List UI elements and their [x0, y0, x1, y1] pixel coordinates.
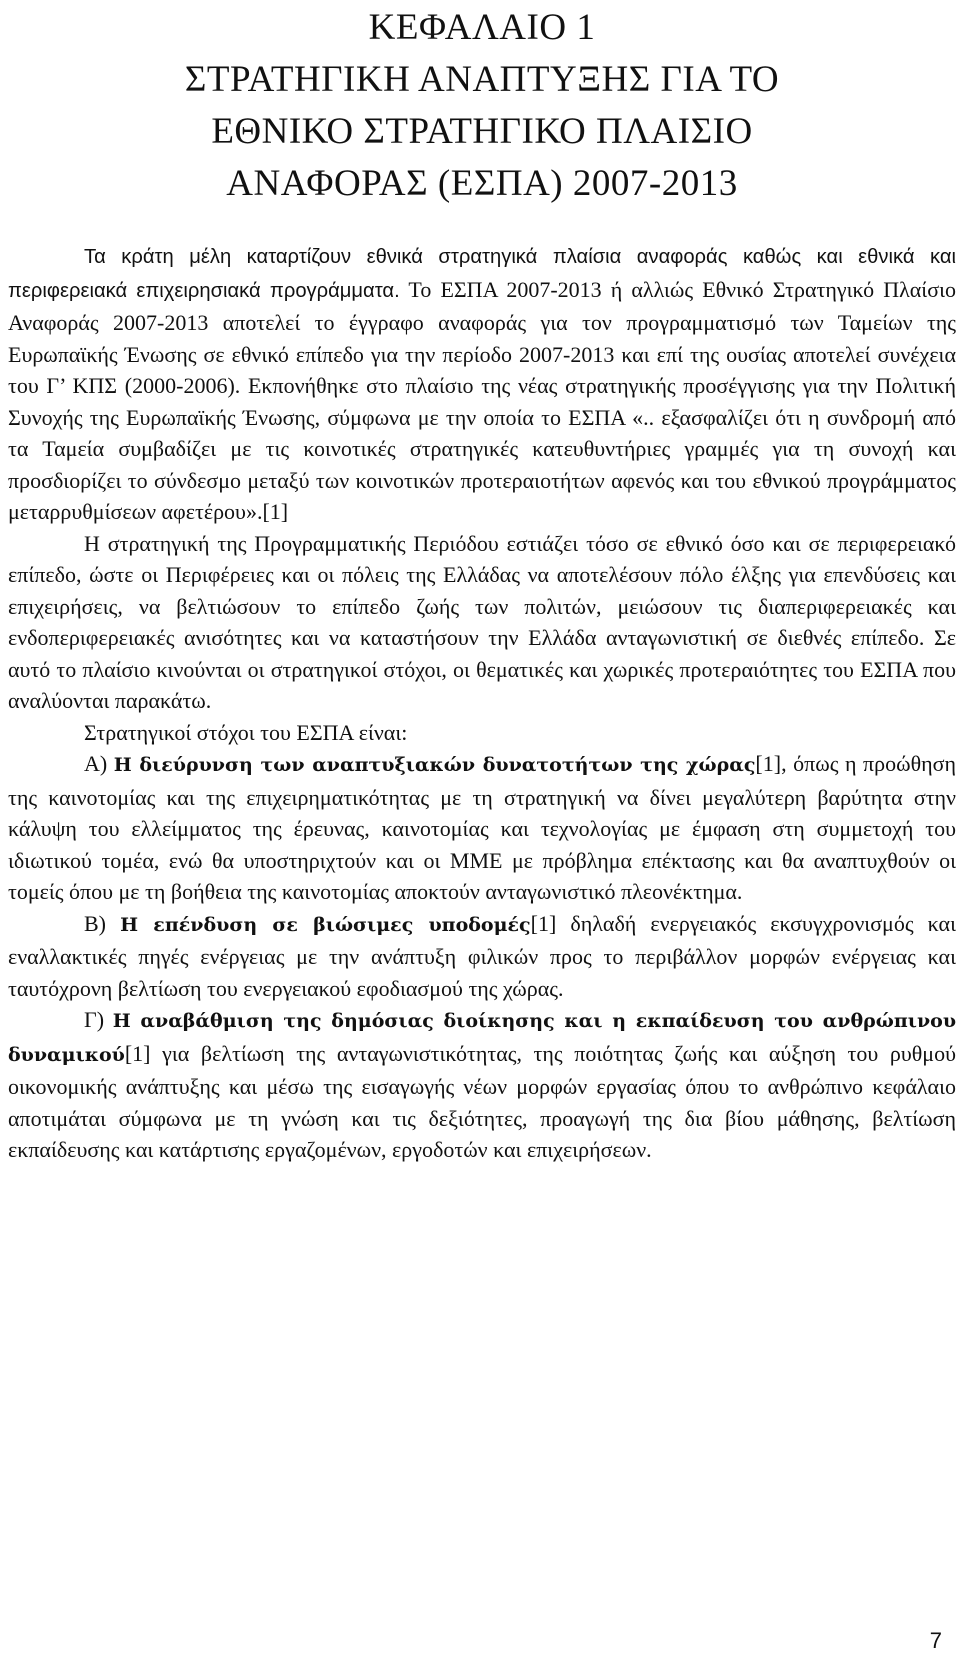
goal-label: Β): [84, 910, 121, 936]
intro-paragraph: [8, 240, 956, 528]
chapter-title-line: ΣΤΡΑΤΗΓΙΚΗ ΑΝΑΠΤΥΞΗΣ ΓΙΑ ΤΟ: [184, 59, 780, 100]
goal-text: [1], όπως η προώθηση της καινοτομίας και της επιχειρηματικότητας με τη στρατηγική να δίνει μεγαλύτερη βαρύτητα στην κάλυψη του ελλείμματος της έρευνας, καινοτομίας και τεχνολογίας με έμφαση στη συμμετοχή του ιδιωτικού τομέα, ενώ θα υποστηριχτούν και οι ΜΜΕ με πρόβλημα επέκτασης και θα αναπτυχθούν οι τομείς όπου με τη βοήθεια της καινοτομίας αποκτούν ανταγωνιστικό πλεονέκτημα.: [8, 751, 956, 904]
chapter-title-line: ΑΝΑΦΟΡΑΣ (ΕΣΠΑ) 2007-2013: [226, 163, 738, 204]
goals-intro: Στρατηγικοί στόχοι του ΕΣΠΑ είναι:: [84, 719, 408, 745]
page-number: 7: [929, 1628, 942, 1653]
goal-item-b: [8, 908, 956, 1005]
goal-title: Η διεύρυνση των αναπτυξιακών δυνατοτήτων της χώρας: [113, 754, 756, 776]
goal-title: Η επένδυση σε βιώσιμες υποδομές: [120, 913, 531, 936]
goal-text: [1] για βελτίωση της ανταγωνιστικότητας, της ποιότητας ζωής και αύξηση του ρυθμού οικονομικής ανάπτυξης και μέσω της εισαγωγής νέων μορφών εργασίας όπου το ανθρώπινο κεφάλαιο αποτιμάται σύμφωνα με τη γνώση και τις δεξιότητες, προαγωγή της δια βίου μάθησης, βελτίωση εκπαίδευσης και κατάρτισης εργαζομένων, εργοδοτών και επιχειρήσεων.: [8, 1040, 956, 1162]
intro-paragraph-sans-text: Τα κράτη μέλη καταρτίζουν εθνικά στρατηγικά πλαίσια αναφοράς καθώς και εθνικά και περιφερειακά επιχειρησιακά προγράμματα.: [8, 246, 956, 302]
chapter-title: [8, 0, 956, 210]
chapter-title-line: ΕΘΝΙΚΟ ΣΤΡΑΤΗΓΙΚΟ ΠΛΑΙΣΙΟ: [211, 111, 753, 152]
goal-item-a: [8, 748, 956, 908]
goal-text: [1] δηλαδή ενεργειακός εκσυγχρονισμός και εναλλακτικές πηγές ενέργειας με την ανάπτυξη φιλικών προς το περιβάλλον μορφών ενέργειας και ταυτόχρονη βελτίωση του ενεργειακού εφοδιασμού της χώρας.: [8, 910, 956, 1001]
strategy-paragraph: Η στρατηγική της Προγραμματικής Περιόδου εστιάζει τόσο σε εθνικό όσο και σε περιφερειακό επίπεδο, ώστε οι Περιφέρειες και οι πόλεις της Ελλάδας να αποτελέσουν πόλο έλξης για επενδύσεις και επιχειρήσεις, να βελτιώσουν το επίπεδο ζωής των πολιτών, μειώσουν τις διαπεριφερειακές και ενδοπεριφερειακές ανισότητες και να καταστήσουν την Ελλάδα ανταγωνιστική σε διεθνές επίπεδο. Σε αυτό το πλαίσιο κινούνται οι στρατηγικοί στόχοι, οι θεματικές και χωρικές προτεραιότητες του ΕΣΠΑ που αναλύονται παρακάτω.: [8, 530, 956, 713]
goal-item-c: [8, 1004, 956, 1166]
chapter-title-line: ΚΕΦΑΛΑΙΟ 1: [368, 7, 596, 48]
intro-paragraph-text: Το ΕΣΠΑ 2007-2013 ή αλλιώς Εθνικό Στρατηγικό Πλαίσιο Αναφοράς 2007-2013 αποτελεί το έγγραφο αναφοράς για τον προγραμματισμό των Ταμείων της Ευρωπαϊκής Ένωσης σε εθνικό επίπεδο για την περίοδο 2007-2013 και επί της ουσίας αποτελεί συνέχεια του Γ’ ΚΠΣ (2000-2006). Εκπονήθηκε στο πλαίσιο της νέας στρατηγικής προσέγγισης για την Πολιτική Συνοχής της Ευρωπαϊκής Ένωσης, σύμφωνα με την οποία το ΕΣΠΑ «.. εξασφαλίζει ότι η συνδρομή από τα Ταμεία συμβαδίζει με τις κοινοτικές στρατηγικές κατευθυντήριες γραμμές για τη συνοχή και προσδιορίζει το σύνδεσμο μεταξύ των κοινοτικών προτεραιοτήτων αφενός και του εθνικού προγράμματος μεταρρυθμίσεων αφετέρου».[1]: [8, 276, 956, 524]
goal-label: Γ): [84, 1007, 113, 1032]
goal-label: Α): [84, 751, 114, 776]
goal-title: Η αναβάθμιση της δημόσιας διοίκησης και η εκπαίδευση του ανθρώπινου δυναμικού: [8, 1010, 956, 1066]
document-page: [8, 0, 956, 1166]
